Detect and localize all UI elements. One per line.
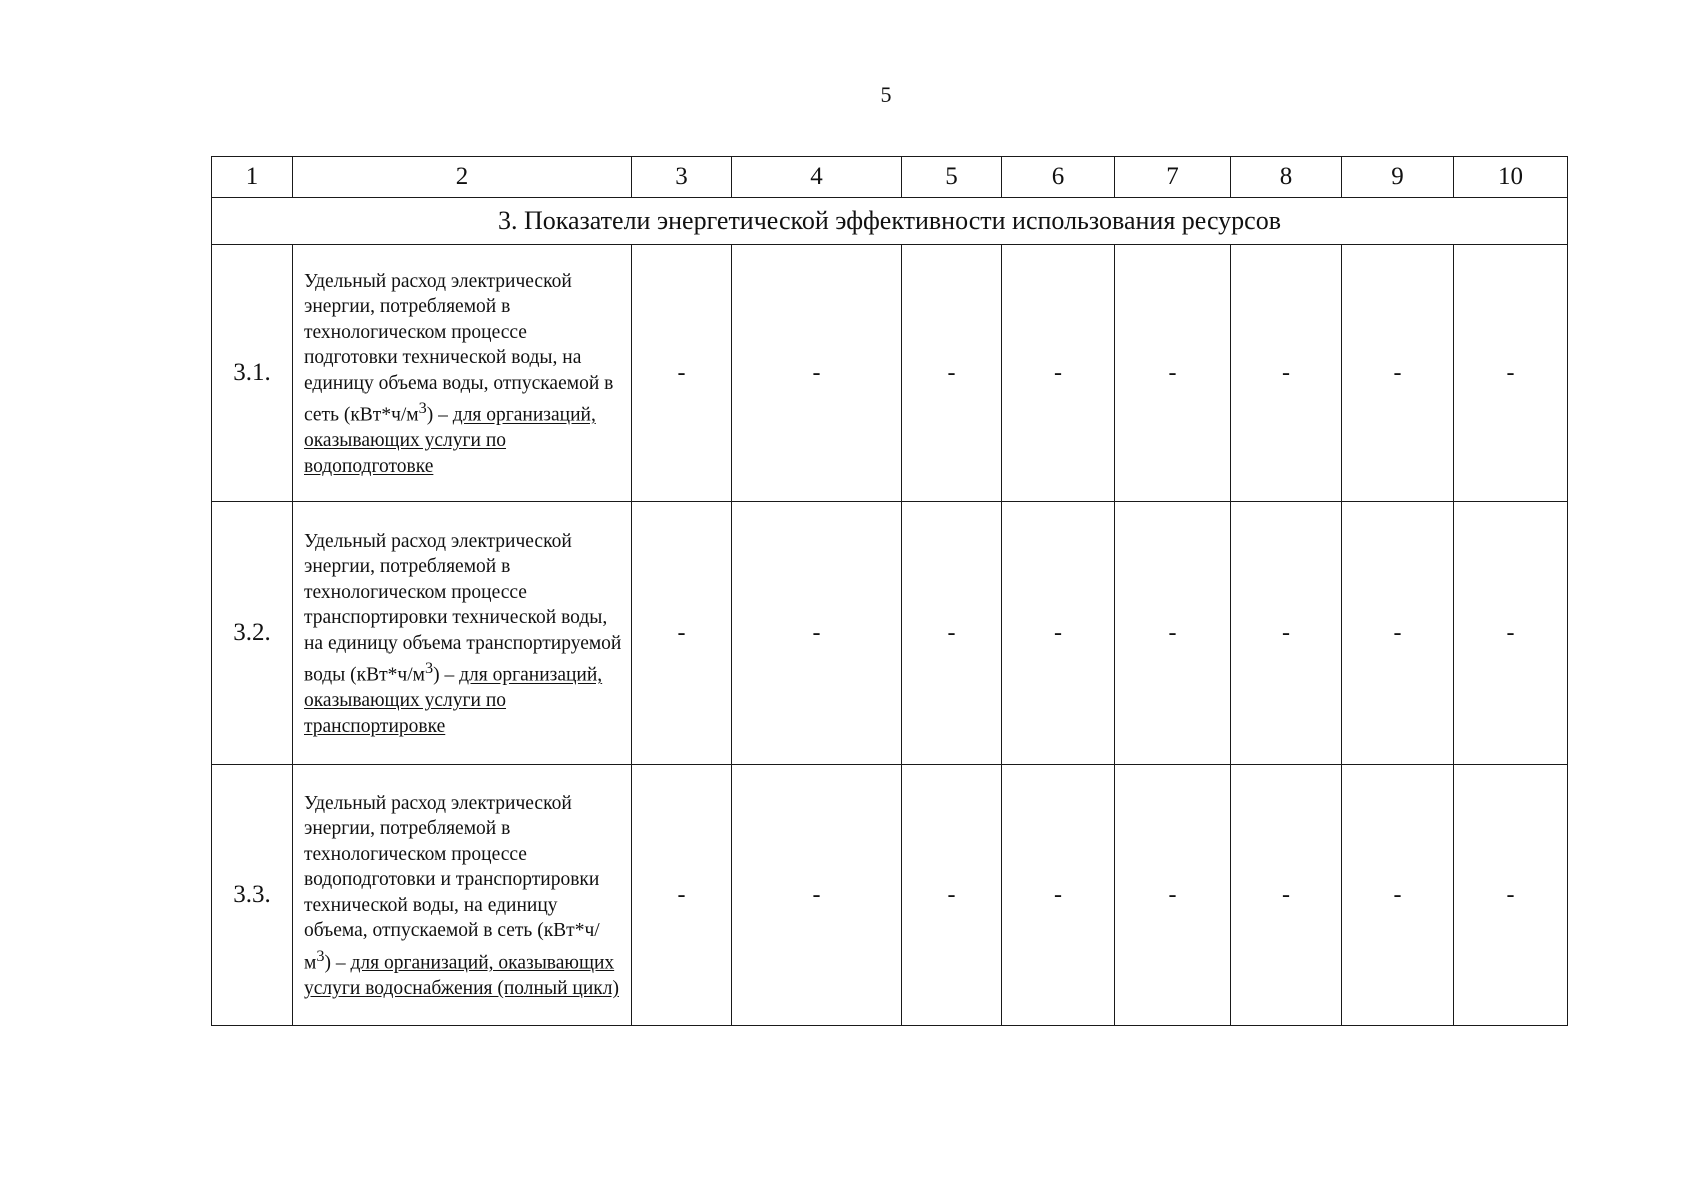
description-text: Удельный расход электрической энергии, потребляемой в технологическом процессе подготовки технической воды, на единицу объема воды, отпускаемой в сеть (кВт*ч/м: [304, 270, 614, 426]
description-unit-tail: ) –: [324, 952, 351, 974]
row-number: 3.3.: [212, 765, 293, 1026]
column-number: 9: [1342, 157, 1454, 198]
value-cell: -: [632, 502, 732, 765]
value-cell: -: [1342, 502, 1454, 765]
row-number: 3.2.: [212, 502, 293, 765]
column-number: 5: [902, 157, 1002, 198]
column-number: 6: [1002, 157, 1115, 198]
value-cell: -: [1231, 765, 1342, 1026]
indicator-description: Удельный расход электрической энергии, потребляемой в технологическом процессе водоподготовки и транспортировки технической воды, на единицу объема, отпускаемой в сеть $(кВт*ч/м^3)$ – для организаций, оказывающих услуги водоснабжения (полный цикл): [293, 765, 632, 1026]
value-cell: -: [1454, 502, 1568, 765]
value-cell: -: [1115, 765, 1231, 1026]
value-cell: -: [632, 765, 732, 1026]
description-text: Удельный расход электрической энергии, потребляемой в технологическом процессе водоподготовки и транспортировки технической воды, на единицу объема, отпускаемой в сеть (кВт*ч/м: [304, 792, 600, 974]
column-number: 7: [1115, 157, 1231, 198]
description-underlined: для организаций, оказывающих услуги по водоподготовке: [304, 404, 596, 477]
value-cell: -: [1115, 502, 1231, 765]
row-number: 3.1.: [212, 245, 293, 502]
column-number: 10: [1454, 157, 1568, 198]
value-cell: -: [1454, 765, 1568, 1026]
column-number: 2: [293, 157, 632, 198]
table-row: [212, 245, 1568, 502]
indicator-description: Удельный расход электрической энергии, потребляемой в технологическом процессе транспортировки технической воды, на единицу объема транспортируемой воды $(кВт*ч/м^3)$ – для организаций, оказывающих услуги по транспортировке: [293, 502, 632, 765]
section-header-row: [212, 198, 1568, 245]
value-cell: -: [732, 502, 902, 765]
indicator-description: Удельный расход электрической энергии, потребляемой в технологическом процессе подготовки технической воды, на единицу объема воды, отпускаемой в сеть $(кВт*ч/м^3)$ – для организаций, оказывающих услуги по водоподготовке: [293, 245, 632, 502]
column-number: 3: [632, 157, 732, 198]
description-underlined: для организаций, оказывающих услуги по транспортировке: [304, 664, 603, 737]
value-cell: -: [1115, 245, 1231, 502]
value-cell: -: [732, 245, 902, 502]
indicators-table: [211, 156, 1568, 1026]
description-underlined: для организаций, оказывающих услуги водоснабжения (полный цикл): [304, 952, 619, 999]
description-text: Удельный расход электрической энергии, потребляемой в технологическом процессе транспортировки технической воды, на единицу объема транспортируемой воды (кВт*ч/м: [304, 530, 622, 686]
value-cell: -: [1342, 245, 1454, 502]
value-cell: -: [902, 245, 1002, 502]
section-title: 3. Показатели энергетической эффективности использования ресурсов: [212, 198, 1568, 245]
table-row: [212, 765, 1568, 1026]
column-numbers-row: [212, 157, 1568, 198]
value-cell: -: [1231, 502, 1342, 765]
value-cell: -: [732, 765, 902, 1026]
value-cell: -: [1002, 245, 1115, 502]
description-unit-tail: ) –: [433, 664, 460, 686]
page-number: 5: [880, 82, 892, 107]
column-number: 1: [212, 157, 293, 198]
table-row: [212, 502, 1568, 765]
value-cell: -: [1454, 245, 1568, 502]
value-cell: -: [1002, 502, 1115, 765]
value-cell: -: [1342, 765, 1454, 1026]
column-number: 4: [732, 157, 902, 198]
description-unit-tail: ) –: [426, 404, 453, 426]
value-cell: -: [902, 765, 1002, 1026]
value-cell: -: [902, 502, 1002, 765]
value-cell: -: [632, 245, 732, 502]
column-number: 8: [1231, 157, 1342, 198]
value-cell: -: [1231, 245, 1342, 502]
value-cell: -: [1002, 765, 1115, 1026]
